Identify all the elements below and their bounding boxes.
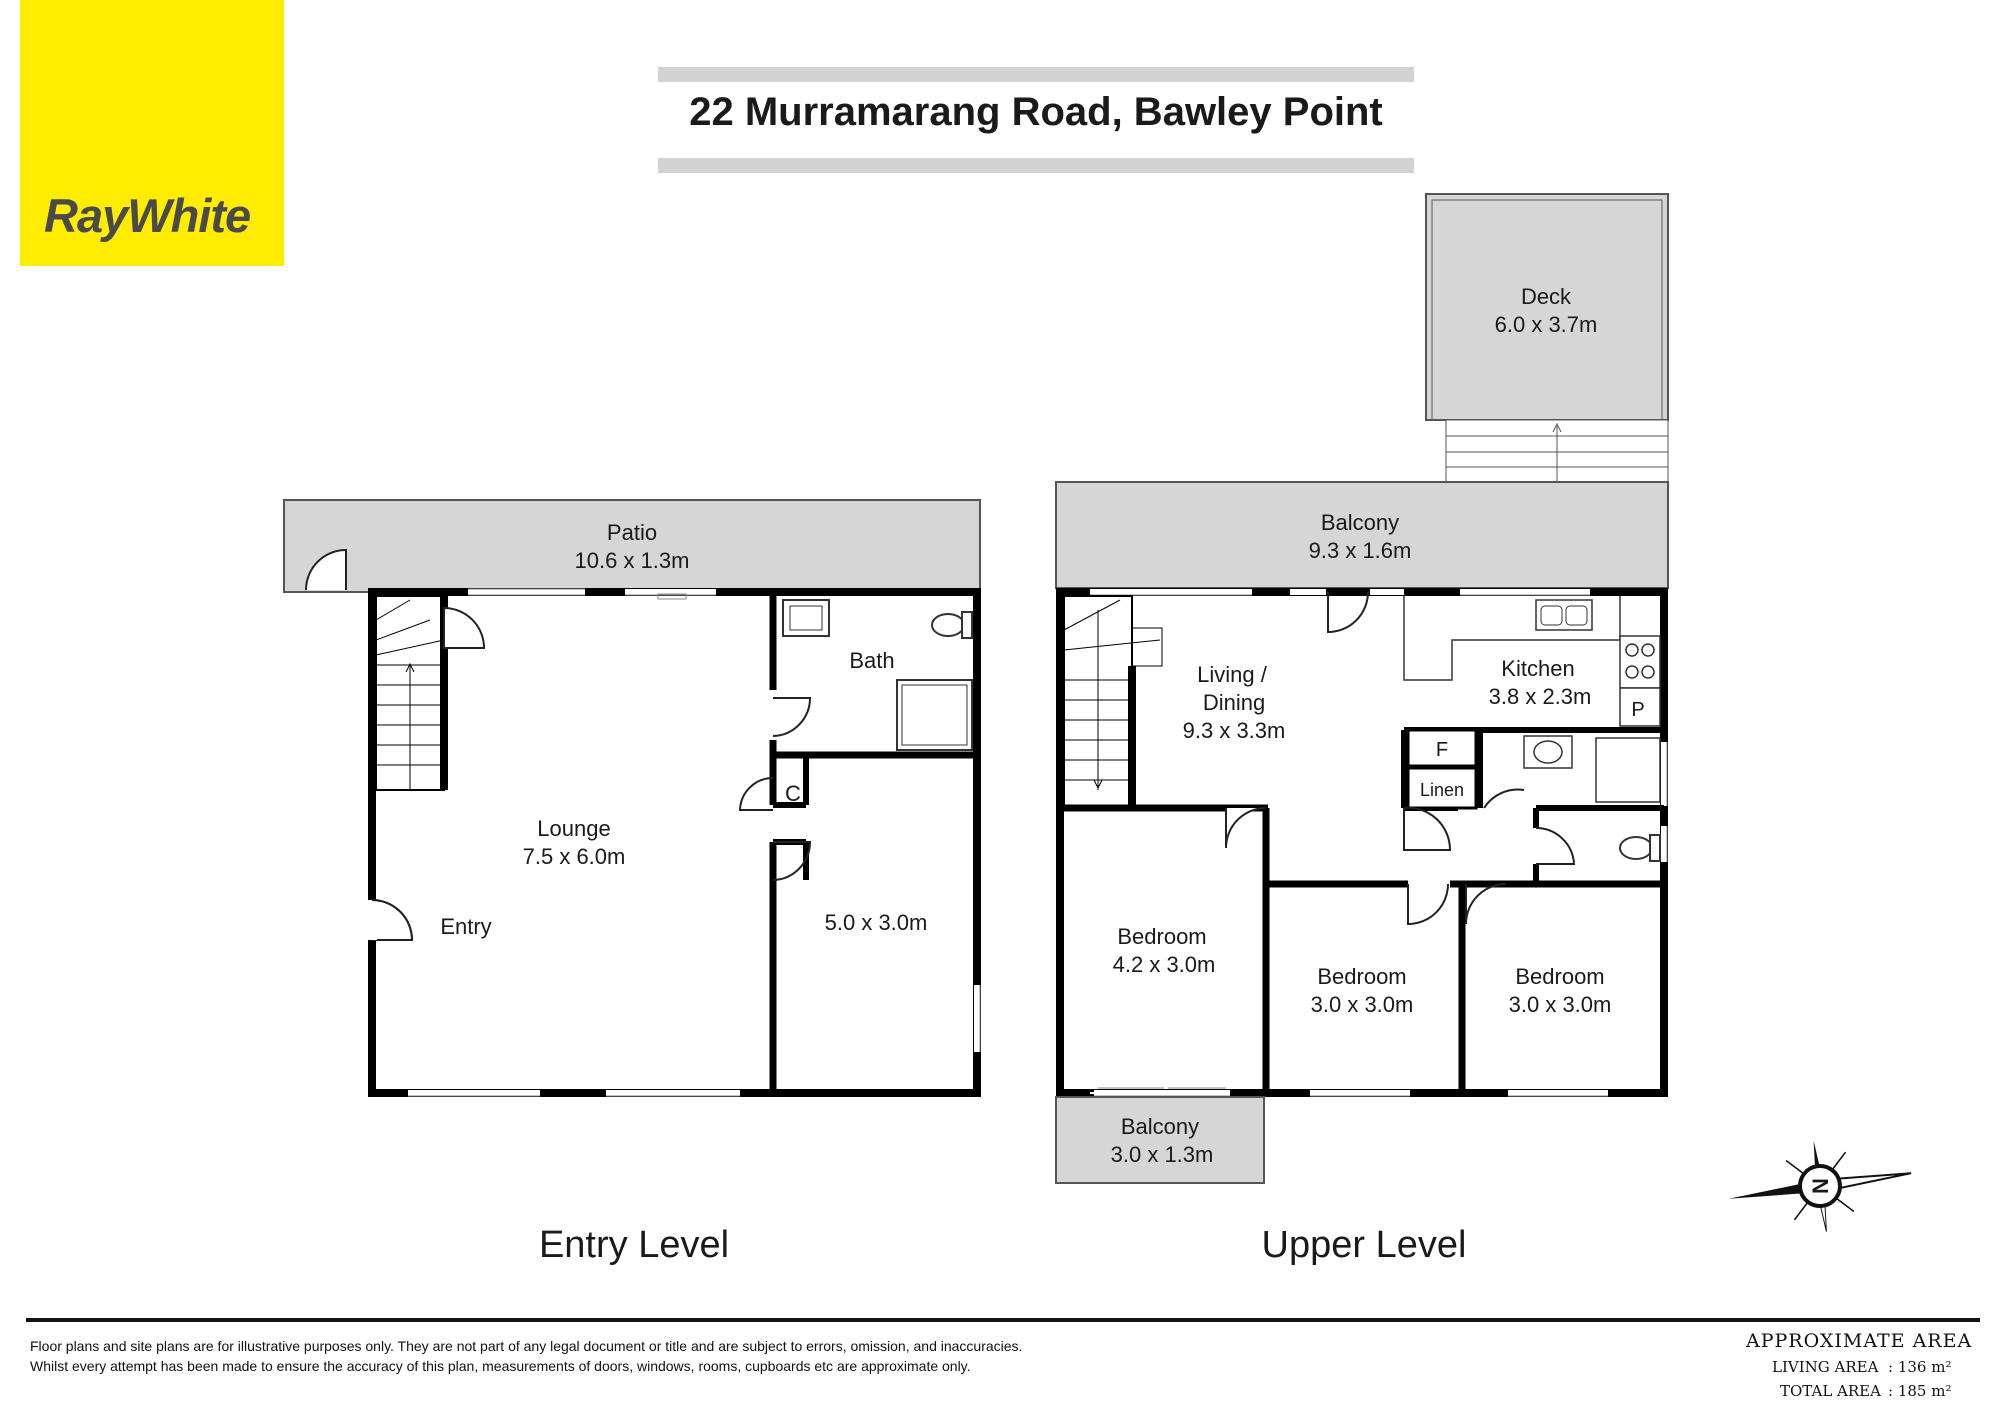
balcony-size: 9.3 x 1.6m xyxy=(1308,538,1412,563)
disclaimer-line2: Whilst every attempt has been made to ensure the accuracy of this plan, measurements of doors, windows, rooms, cupboards etc are approximate only. xyxy=(30,1358,971,1374)
upper-level-title: Upper Level xyxy=(1261,1224,1467,1266)
living-size: 9.3 x 3.3m xyxy=(1182,718,1286,743)
balcony2-area xyxy=(1056,1097,1264,1183)
living-label-line2: Dining xyxy=(1202,690,1266,715)
bedroom2-size: 3.0 x 3.0m xyxy=(1310,992,1414,1017)
disclaimer-line1: Floor plans and site plans are for illustrative purposes only. They are not part of any legal document or title and are subject to errors, omission, and inaccuracies. xyxy=(30,1338,1023,1354)
lounge-label: Lounge xyxy=(537,816,611,841)
deck-steps xyxy=(1446,420,1668,482)
living-label-line1: Living / xyxy=(1197,662,1267,687)
balcony2-size: 3.0 x 1.3m xyxy=(1110,1142,1214,1167)
entry-level-plan xyxy=(284,500,980,1096)
bedroom3-label: Bedroom xyxy=(1515,964,1605,989)
balcony2-label: Balcony xyxy=(1120,1114,1200,1139)
brand-logo-text: RayWhite xyxy=(44,189,251,242)
total-area-value: : 185 m² xyxy=(1888,1382,1952,1400)
entry-level-title: Entry Level xyxy=(538,1224,730,1266)
toilet-icon xyxy=(1620,835,1660,861)
bedroom1-label: Bedroom xyxy=(1117,924,1207,949)
total-area-label: TOTAL AREA xyxy=(1780,1382,1881,1400)
kitchen-size: 3.8 x 2.3m xyxy=(1488,684,1592,709)
lounge-size: 7.5 x 6.0m xyxy=(522,844,626,869)
sink-icon xyxy=(1536,600,1592,630)
compass-icon xyxy=(1722,1128,1917,1245)
linen-label: Linen xyxy=(1419,780,1465,800)
living-area-value: : 136 m² xyxy=(1888,1358,1952,1376)
patio-area xyxy=(284,500,980,592)
page-title: 22 Murramarang Road, Bawley Point xyxy=(689,90,1383,134)
kitchen-label: Kitchen xyxy=(1501,656,1575,681)
deck-label: Deck xyxy=(1520,284,1572,309)
entry-label: Entry xyxy=(440,914,492,939)
bedroom1-size: 4.2 x 3.0m xyxy=(1112,952,1216,977)
footer-rule xyxy=(26,1318,1980,1322)
pantry-label: P xyxy=(1631,699,1645,721)
balcony-label: Balcony xyxy=(1320,510,1400,535)
compass-letter: N xyxy=(1808,1178,1833,1194)
patio-size: 10.6 x 1.3m xyxy=(574,548,690,573)
upper-level-plan xyxy=(1056,194,1668,1183)
toilet-icon xyxy=(932,612,972,638)
shower-icon xyxy=(897,680,972,750)
cupboard-label: C xyxy=(785,781,801,806)
room-size: 5.0 x 3.0m xyxy=(824,910,928,935)
living-area-label: LIVING AREA xyxy=(1772,1358,1879,1376)
bath-label: Bath xyxy=(849,648,895,673)
fridge-label: F xyxy=(1435,739,1449,761)
bedroom3-size: 3.0 x 3.0m xyxy=(1508,992,1612,1017)
patio-label: Patio xyxy=(606,520,658,545)
area-heading: APPROXIMATE AREA xyxy=(1746,1330,1973,1352)
washer-icon xyxy=(1596,738,1660,802)
balcony-area xyxy=(1056,482,1668,588)
cooktop-icon xyxy=(1620,636,1660,688)
deck-size: 6.0 x 3.7m xyxy=(1494,312,1598,337)
bedroom2-label: Bedroom xyxy=(1317,964,1407,989)
